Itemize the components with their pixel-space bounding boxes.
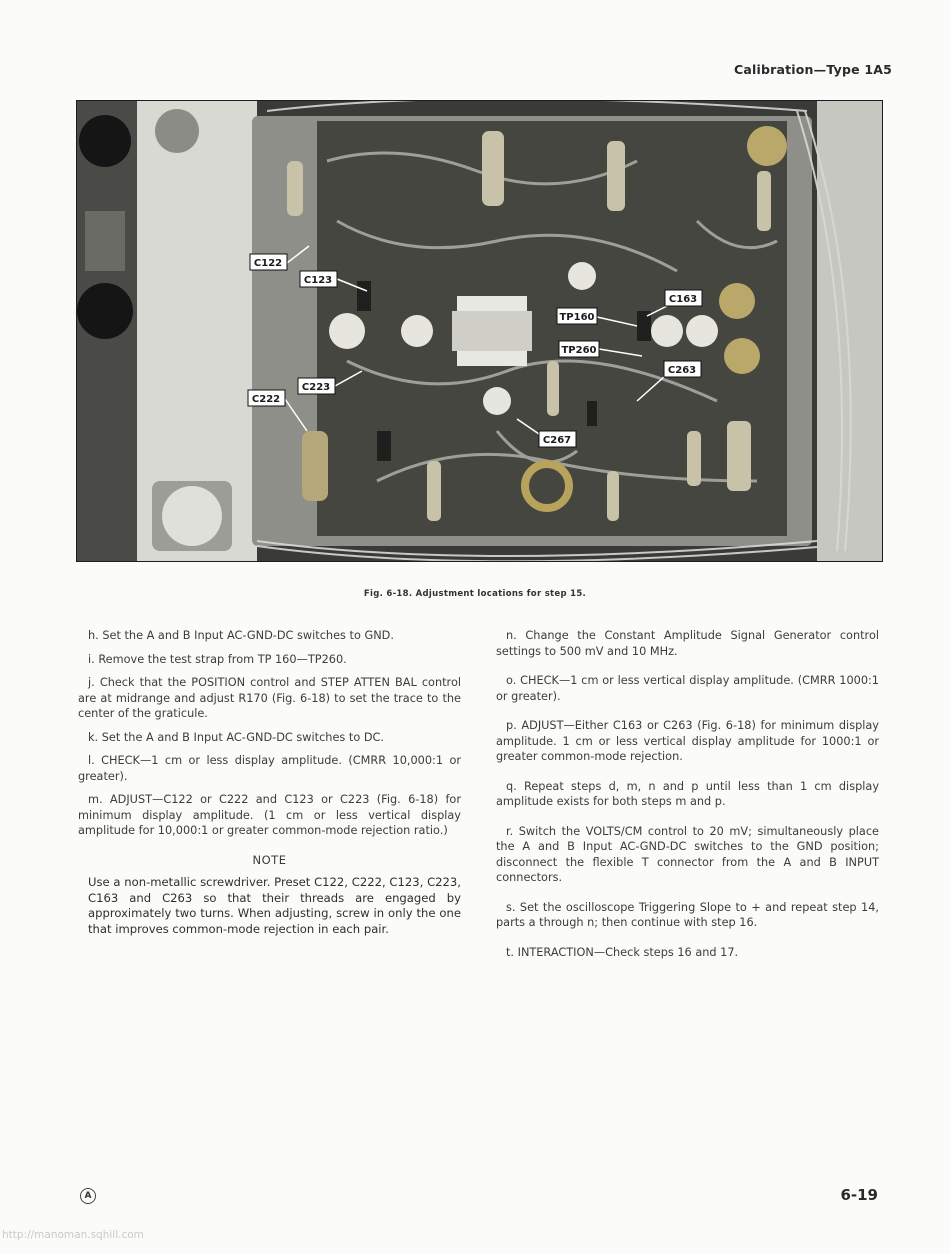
- step-n: n. Change the Constant Amplitude Signal Generator control settings to 500 mV and 10 MHz.: [496, 629, 879, 658]
- step-q: q. Repeat steps d, m, n and p until less than 1 cm display amplitude exists for both steps m and p.: [496, 779, 879, 808]
- page-number: 6-19: [840, 1186, 878, 1204]
- callout-c263-text: C263: [667, 365, 697, 376]
- step-l: l. CHECK—1 cm or less display amplitude. (CMRR 10,000:1 or greater).: [78, 754, 461, 783]
- step-p: p. ADJUST—Either C163 or C263 (Fig. 6-18) for minimum display amplitude. 1 cm or less vertical display amplitude for 1000:1 or greater common-mode rejection.: [496, 719, 879, 763]
- callout-c122-text: C122: [253, 258, 283, 269]
- callout-c123-text: C123: [303, 275, 333, 286]
- callout-c222-text: C222: [251, 394, 281, 405]
- revision-symbol: A: [80, 1188, 96, 1204]
- step-o: o. CHECK—1 cm or less vertical display amplitude. (CMRR 1000:1 or greater).: [496, 674, 879, 703]
- callout-c223-text: C223: [301, 382, 331, 393]
- step-h: h. Set the A and B Input AC-GND-DC switches to GND.: [88, 629, 394, 642]
- callout-c267-text: C267: [542, 435, 572, 446]
- step-s: s. Set the oscilloscope Triggering Slope to + and repeat step 14, parts a through n; then continue with step 16.: [496, 900, 879, 929]
- callout-c163-text: C163: [668, 294, 698, 305]
- step-t: t. INTERACTION—Check steps 16 and 17.: [506, 945, 739, 959]
- right-column: [496, 628, 879, 968]
- running-header: Calibration—Type 1A5: [733, 62, 892, 77]
- callout-tp260-text: TP260: [561, 345, 597, 356]
- note-title: NOTE: [252, 852, 287, 867]
- step-m: m. ADJUST—C122 or C222 and C123 or C223 (Fig. 6-18) for minimum display amplitude. (1 cm or less vertical display amplitude for 10,000:1 or greater common-mode rejection ratio.): [78, 793, 461, 837]
- figure-caption: Fig. 6-18. Adjustment locations for step 15.: [363, 589, 587, 599]
- step-i: i. Remove the test strap from TP 160—TP260.: [88, 652, 347, 666]
- callout-tp160-text: TP160: [559, 312, 595, 323]
- source-url: http://manoman.sqhill.com: [2, 1229, 144, 1241]
- step-j: j. Check that the POSITION control and STEP ATTEN BAL control are at midrange and adjust R170 (Fig. 6-18) to set the trace to the center of the graticule.: [78, 676, 461, 720]
- step-r: r. Switch the VOLTS/CM control to 20 mV; simultaneously place the A and B Input AC-GND-DC switches to the GND position; disconnect the flexible T connector from the A and B INPUT connectors.: [496, 824, 879, 884]
- step-k: k. Set the A and B Input AC-GND-DC switches to DC.: [88, 730, 385, 744]
- left-column: [78, 628, 461, 938]
- circuit-board-photo: [76, 100, 883, 562]
- note-body: Use a non-metallic screwdriver. Preset C122, C222, C123, C223, C163 and C263 so that their threads are engaged by approximately two turns. When adjusting, screw in only the one that improves common-mode rejection in each pair.: [88, 875, 461, 937]
